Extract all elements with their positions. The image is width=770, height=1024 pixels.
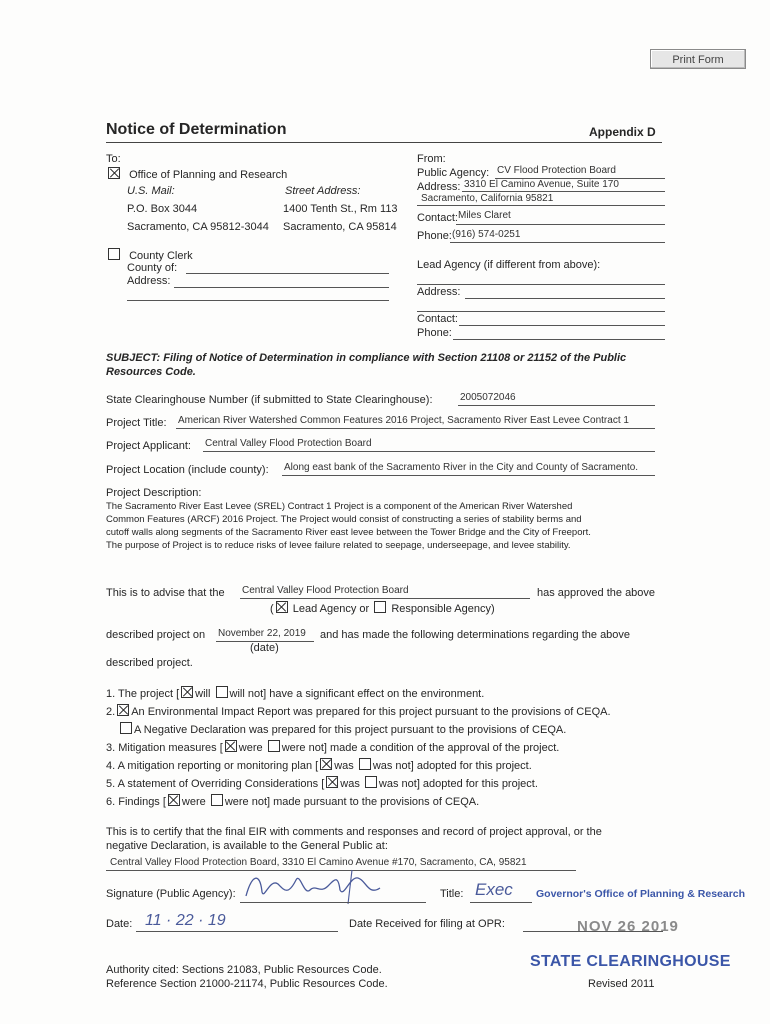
lead-contact-field[interactable] [459,325,665,326]
d3-were-not-checkbox[interactable] [268,740,280,752]
described-end: described project. [106,657,193,669]
record-location[interactable]: Central Valley Flood Protection Board, 3310 El Camino Avenue #170, Sacramento, CA, 95821 [110,857,527,868]
received-label: Date Received for filing at OPR: [349,918,505,930]
project-title-underline [176,428,655,429]
title-handwritten: Exec [475,880,513,899]
contact-label: Contact: [417,212,458,224]
lead-agency-option: Lead Agency or [292,603,370,615]
street-line1: 1400 Tenth St., Rm 113 [283,203,398,215]
lead-phone-field[interactable] [453,339,665,340]
phone-value[interactable]: (916) 574-0251 [452,229,521,240]
d2-eir-checkbox[interactable] [117,704,129,716]
authority-cited: Authority cited: Sections 21083, Public Resources Code. [106,964,382,976]
determination-4: 4. A mitigation reporting or monitoring plan [ was was not] adopted for this project. [106,760,532,772]
mail-line2: Sacramento, CA 95812-3044 [127,221,269,233]
county-clerk-checkbox[interactable] [108,248,120,260]
date-underline [136,931,338,932]
lead-agency-label: Lead Agency (if different from above): [417,259,601,271]
opr-row [106,167,287,181]
page-title: Notice of Determination [106,121,287,138]
public-agency-label: Public Agency: [417,167,490,179]
responsible-agency-checkbox[interactable] [374,601,386,613]
signature-scribble [240,866,390,906]
lead-agency-field[interactable] [417,284,665,285]
from-address-line2[interactable]: Sacramento, California 95821 [421,193,554,204]
from-address-underline [462,191,665,192]
d2-negative-declaration-checkbox[interactable] [120,722,132,734]
opr-stamp-date: NOV 26 2019 [577,918,679,935]
project-description-label: Project Description: [106,487,202,499]
approval-date[interactable]: November 22, 2019 [218,628,306,639]
phone-label: Phone: [417,230,452,242]
advise-prefix: This is to advise that the [106,587,225,599]
from-address-underline-2 [417,205,665,206]
d1-will-not-checkbox[interactable] [216,686,228,698]
described-prefix: described project on [106,629,206,641]
lead-phone-label: Phone: [417,327,452,339]
project-applicant-underline [203,451,655,452]
county-address-label: Address: [127,275,171,287]
title-label: Title: [440,888,464,900]
subject-line2: Resources Code. [106,366,196,378]
project-applicant-value[interactable]: Central Valley Flood Protection Board [205,438,372,449]
county-of-field[interactable] [186,273,389,274]
appendix-label: Appendix D [589,125,656,139]
determination-3: 3. Mitigation measures [ were were not] made a condition of the approval of the project. [106,742,560,754]
to-label: To: [106,153,121,165]
advise-agency-underline [240,598,530,599]
lead-address-label: Address: [417,286,461,298]
county-address-field-2[interactable] [127,300,389,301]
project-applicant-label: Project Applicant: [106,440,191,452]
public-agency-value[interactable]: CV Flood Protection Board [497,165,616,176]
project-description-line3: cutoff walls along segments of the Sacramento River east levee between the Tower Bridge and the City of Freeport. [106,527,591,538]
d6-were-checkbox[interactable] [168,794,180,806]
d4-was-not-checkbox[interactable] [359,758,371,770]
determination-2b: A Negative Declaration was prepared for this project pursuant to the provisions of CEQA. [118,722,566,736]
header-divider [106,142,662,143]
date-caption: (date) [250,642,279,654]
lead-contact-label: Contact: [417,313,458,325]
us-mail-label: U.S. Mail: [127,185,175,197]
lead-agency-checkbox[interactable] [276,601,288,613]
phone-underline [450,242,665,243]
agency-type-row: ( Lead Agency or Responsible Agency) [270,603,495,615]
d1-will-checkbox[interactable] [181,686,193,698]
sch-underline [458,405,655,406]
described-suffix: and has made the following determinations regarding the above [320,629,631,641]
contact-underline [456,224,665,225]
project-description-line2: Common Features (ARCF) 2016 Project. The Project would consist of constructing a series of stability berms and [106,514,582,525]
revised-label: Revised 2011 [588,978,655,990]
d5-was-checkbox[interactable] [326,776,338,788]
county-address-field[interactable] [174,287,389,288]
project-location-label: Project Location (include county): [106,464,269,476]
from-label: From: [417,153,446,165]
signature-label: Signature (Public Agency): [106,888,236,900]
subject-line1: SUBJECT: Filing of Notice of Determination in compliance with Section 21108 or 21152 of the Public [106,352,627,364]
opr-checkbox[interactable] [108,167,120,179]
project-description-line1: The Sacramento River East Levee (SREL) Contract 1 Project is a component of the American River Watershed [106,501,573,512]
opr-label: Office of Planning and Research [129,169,288,181]
mail-line1: P.O. Box 3044 [127,203,198,215]
reference-section: Reference Section 21000-21174, Public Resources Code. [106,978,388,990]
street-address-label: Street Address: [285,185,361,197]
certify-line2: negative Declaration, is available to the General Public at: [106,840,388,852]
project-description-line4: The purpose of Project is to reduce risks of levee failure related to seepage, underseepage, and levee stability. [106,540,571,551]
county-clerk-label: County Clerk [129,250,193,262]
lead-address-field-2[interactable] [417,311,665,312]
d3-were-checkbox[interactable] [225,740,237,752]
d5-was-not-checkbox[interactable] [365,776,377,788]
from-address-label: Address: [417,181,461,193]
d6-were-not-checkbox[interactable] [211,794,223,806]
print-form-button[interactable]: Print Form [650,49,746,69]
lead-address-field[interactable] [465,298,665,299]
d4-was-checkbox[interactable] [320,758,332,770]
project-title-label: Project Title: [106,417,167,429]
county-of-label: County of: [127,262,178,274]
sch-label: State Clearinghouse Number (if submitted to State Clearinghouse): [106,394,433,406]
responsible-agency-option: Responsible Agency) [391,603,495,615]
date-handwritten: 11 · 22 · 19 [145,912,226,929]
county-clerk-row [106,248,193,262]
project-location-underline [282,475,655,476]
title-underline [470,902,532,903]
determination-6: 6. Findings [ were were not] made pursuant to the provisions of CEQA. [106,796,480,808]
opr-stamp-office: Governor's Office of Planning & Research [536,888,746,900]
from-address-line1[interactable]: 3310 El Camino Avenue, Suite 170 [464,179,619,190]
advise-suffix: has approved the above [537,587,656,599]
determination-2: 2. An Environmental Impact Report was prepared for this project pursuant to the provisions of CEQA. [106,706,611,718]
determination-1: 1. The project [ will will not] have a significant effect on the environment. [106,688,485,700]
state-clearinghouse-stamp: STATE CLEARINGHOUSE [530,953,731,970]
project-location-value[interactable]: Along east bank of the Sacramento River in the City and County of Sacramento. [284,462,639,473]
signature-underline [240,902,426,903]
sch-number[interactable]: 2005072046 [460,392,516,403]
street-line2: Sacramento, CA 95814 [283,221,397,233]
contact-value[interactable]: Miles Claret [458,210,511,221]
advise-agency[interactable]: Central Valley Flood Protection Board [242,585,409,596]
determination-5: 5. A statement of Overriding Considerations [ was was not] adopted for this project. [106,778,538,790]
date-label: Date: [106,918,133,930]
certify-line1: This is to certify that the final EIR with comments and responses and record of project approval, or the [106,826,602,838]
project-title-value[interactable]: American River Watershed Common Features 2016 Project, Sacramento River East Levee Contract 1 [178,415,629,426]
